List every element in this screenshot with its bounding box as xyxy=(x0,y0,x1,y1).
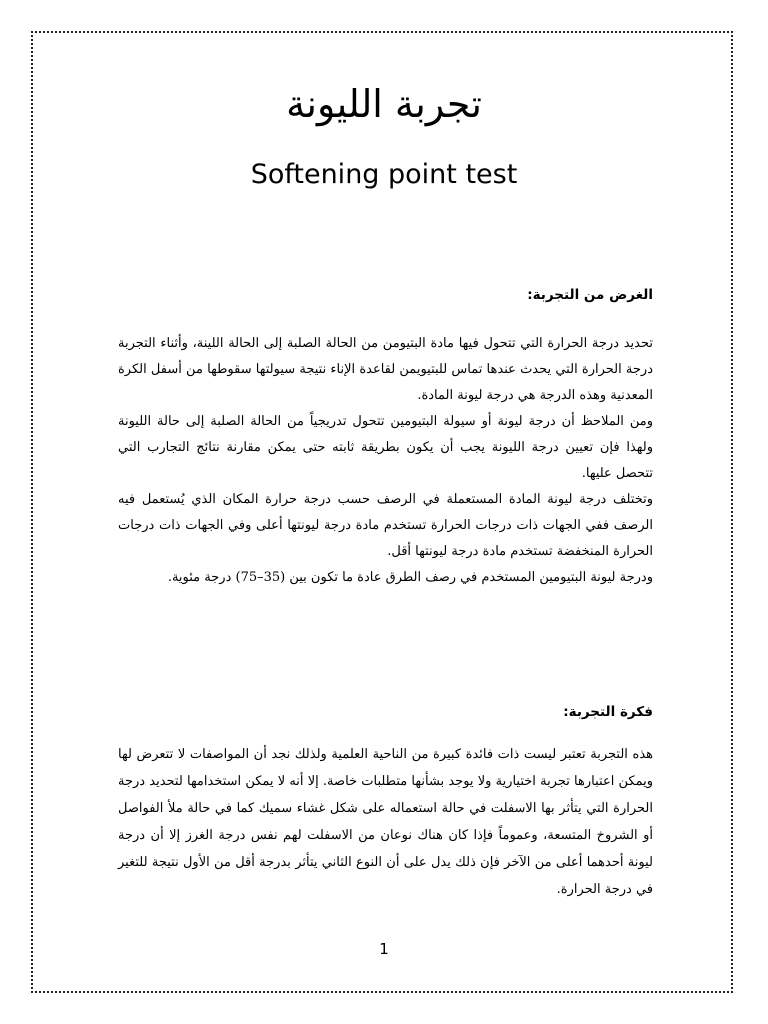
section-body-purpose xyxy=(118,331,653,591)
paragraph: تحديد درجة الحرارة التي تتحول فيها مادة البتيومن من الحالة الصلبة إلى الحالة اللينة، وأثناء التجربة درجة الحرارة التي يحدث عندها تماس للبتيويمن لقاعدة الإناء نتيجة سيولتها سقوطها من أسفل الكرة المعدنية وهذه الدرجة هي درجة ليونة المادة. xyxy=(118,336,653,403)
section-heading-idea: فكرة التجربة: xyxy=(563,704,653,720)
paragraph: هذه التجربة تعتبر ليست ذات فائدة كبيرة من الناحية العلمية ولذلك نجد أن المواصفات لا تتعرض لها ويمكن اعتبارها تجربة اختيارية ولا يوجد بشأنها متطلبات خاصة. إلا أنه لا يمكن استخدامها لتحديد درجة الحرارة التي يتأثر بها الاسفلت في حالة استعماله على شكل غشاء سميك كما في حالة ملأ الفواصل أو الشروخ المتسعة، وعموماً فإذا كان هناك نوعان من الاسفلت لهم نفس درجة الغرز إلا أن درجة ليونة أحدهما أعلى من الآخر فإن ذلك يدل على أن النوع الثاني يتأثر بدرجة أقل من الأول نتيجة للتغير في درجة الحرارة. xyxy=(118,747,653,897)
paragraph: وتختلف درجة ليونة المادة المستعملة في الرصف حسب درجة حرارة المكان الذي يُستعمل فيه الرصف ففي الجهات ذات درجات الحرارة تستخدم مادة درجة ليونتها أعلى وفي الجهات ذات درجات الحرارة المنخفضة تستخدم مادة درجة ليونتها أقل. xyxy=(118,492,653,559)
section-heading-purpose: الغرض من التجربة: xyxy=(527,287,653,303)
paragraph: ومن الملاحظ أن درجة ليونة أو سيولة البتيومين تتحول تدريجياً من الحالة الصلبة إلى حالة الليونة ولهذا فإن تعيين درجة الليونة يجب أن يكون بطريقة ثابته حتى يمكن مقارنة نتائج التجارب التي تتحصل عليها. xyxy=(118,414,653,481)
document-title-arabic: تجربة الليونة xyxy=(286,82,482,126)
document-title-english: Softening point test xyxy=(250,159,518,190)
page-number: 1 xyxy=(379,940,389,958)
paragraph: ودرجة ليونة البتيومين المستخدم في رصف الطرق عادة ما تكون بين (35–75) درجة مئوية. xyxy=(167,570,653,585)
section-body-idea xyxy=(118,741,653,903)
